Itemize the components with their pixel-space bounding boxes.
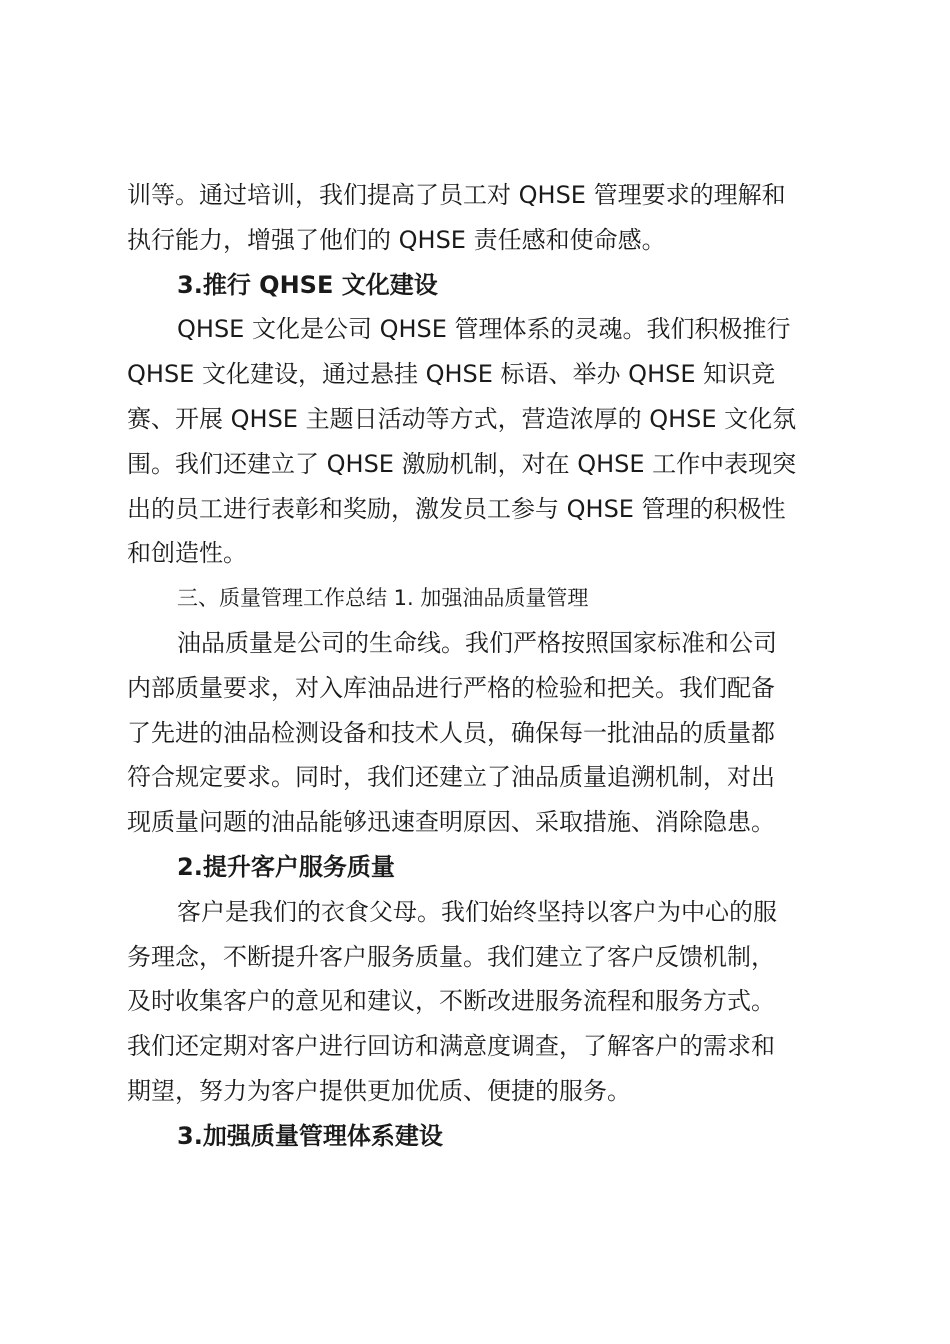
body-text-line: 符合规定要求。同时，我们还建立了油品质量追溯机制，对出	[127, 763, 775, 792]
body-text-line: 我们还定期对客户进行回访和满意度调查，了解客户的需求和	[127, 1032, 775, 1061]
body-text-line: 现质量问题的油品能够迅速查明原因、采取措施、消除隐患。	[127, 808, 775, 837]
subheading-quality-system: 3.加强质量管理体系建设	[177, 1121, 443, 1150]
body-text-line: 务理念，不断提升客户服务质量。我们建立了客户反馈机制，	[127, 942, 775, 971]
document-page	[127, 173, 827, 1159]
subheading-qhse-culture: 3.推行 QHSE 文化建设	[177, 270, 438, 299]
body-text-line: 围。我们还建立了 QHSE 激励机制，对在 QHSE 工作中表现突	[127, 449, 797, 478]
body-text-line: 及时收集客户的意见和建议，不断改进服务流程和服务方式。	[127, 987, 775, 1016]
body-text-line: 和创造性。	[127, 539, 247, 568]
body-text-line: QHSE 文化建设，通过悬挂 QHSE 标语、举办 QHSE 知识竞	[127, 360, 776, 389]
body-text-line: 客户是我们的衣食父母。我们始终坚持以客户为中心的服	[177, 897, 777, 926]
body-text-line: 赛、开展 QHSE 主题日活动等方式，营造浓厚的 QHSE 文化氛	[127, 404, 797, 433]
body-text-line: 期望，努力为客户提供更加优质、便捷的服务。	[127, 1076, 631, 1105]
body-text-line: 油品质量是公司的生命线。我们严格按照国家标准和公司	[177, 628, 777, 657]
body-text-line: 内部质量要求，对入库油品进行严格的检验和把关。我们配备	[127, 673, 775, 702]
body-text-line: 出的员工进行表彰和奖励，激发员工参与 QHSE 管理的积极性	[127, 494, 786, 523]
body-text-line: 执行能力，增强了他们的 QHSE 责任感和使命感。	[127, 225, 666, 254]
subheading-customer-service: 2.提升客户服务质量	[177, 852, 395, 881]
body-text-line: QHSE 文化是公司 QHSE 管理体系的灵魂。我们积极推行	[177, 315, 791, 344]
body-text-line: 训等。通过培训，我们提高了员工对 QHSE 管理要求的理解和	[127, 181, 786, 209]
body-text-line: 了先进的油品检测设备和技术人员，确保每一批油品的质量都	[127, 718, 775, 747]
section-heading-quality: 三、质量管理工作总结 1. 加强油品质量管理	[177, 586, 589, 611]
